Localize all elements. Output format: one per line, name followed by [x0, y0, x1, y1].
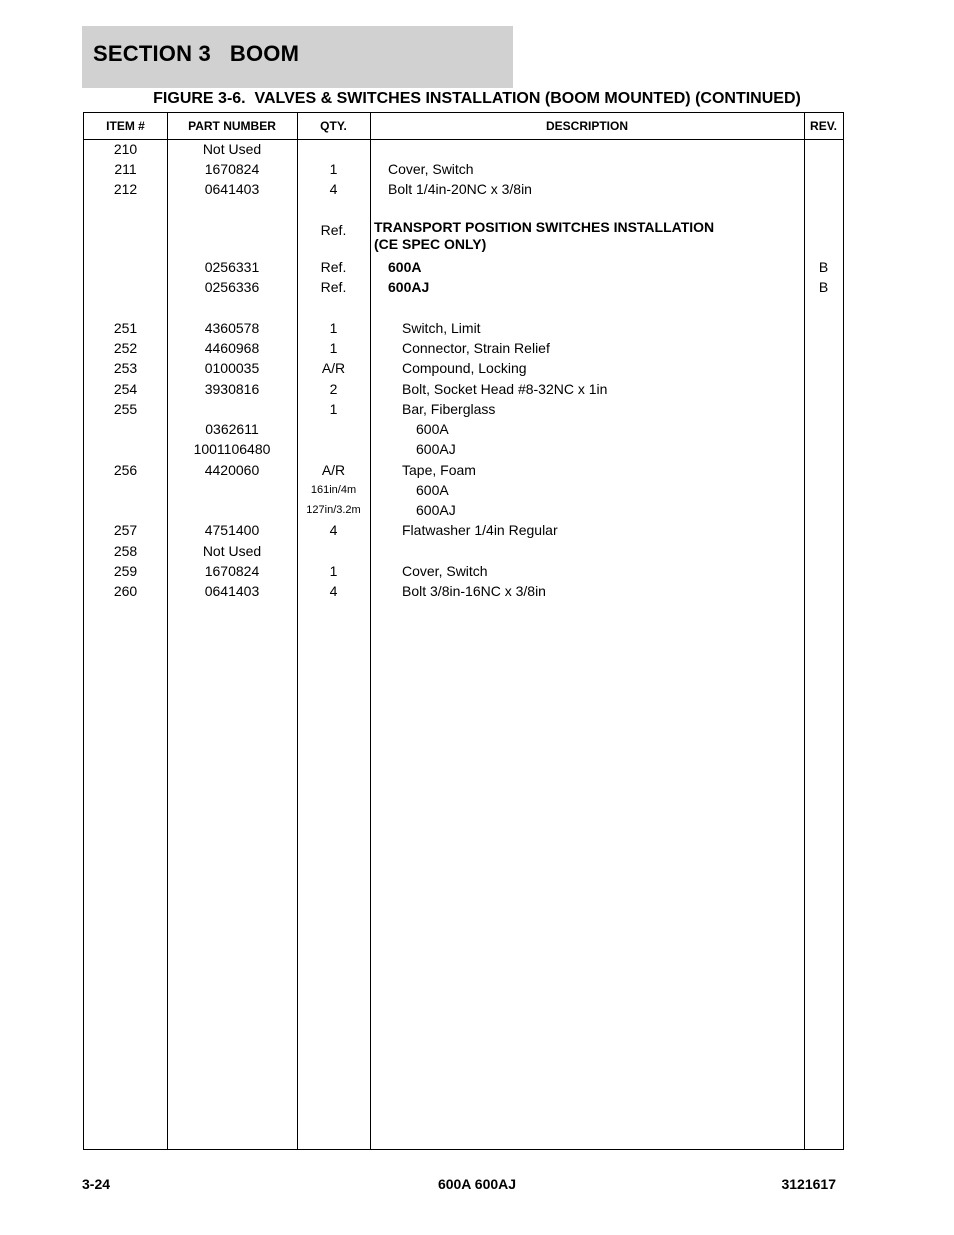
- table-row: [84, 439, 843, 459]
- description-cell: Tape, Foam: [402, 462, 476, 478]
- part-number-cell: 0641403: [204, 181, 260, 197]
- item-cell: 251: [113, 320, 138, 336]
- qty-cell: 1: [329, 340, 338, 356]
- qty-cell: A/R: [321, 462, 346, 478]
- figure-title: FIGURE 3-6. VALVES & SWITCHES INSTALLATION (BOOM MOUNTED) (CONTINUED): [153, 90, 801, 107]
- document-number: 3121617: [781, 1176, 836, 1192]
- qty-cell: 161in/4m: [310, 484, 357, 496]
- part-number-cell: Not Used: [202, 543, 262, 559]
- table-row: [84, 358, 843, 378]
- table-row: [84, 541, 843, 561]
- table-row: [84, 139, 843, 159]
- description-cell: 600AJ: [416, 502, 456, 518]
- part-number-cell: 1001106480: [193, 441, 271, 457]
- description-cell: 600AJ: [388, 279, 430, 295]
- item-cell: 254: [113, 381, 138, 397]
- description-cell: [370, 219, 808, 253]
- table-row: [84, 179, 843, 199]
- part-number-cell: 0641403: [204, 583, 260, 599]
- table-row: [84, 379, 843, 399]
- part-number-cell: 0256336: [204, 279, 260, 295]
- item-cell: 259: [113, 563, 138, 579]
- qty-cell: 1: [329, 563, 338, 579]
- qty-cell: 1: [329, 161, 338, 177]
- part-number-cell: 4460968: [204, 340, 260, 356]
- description-cell: Bolt, Socket Head #8-32NC x 1in: [402, 381, 608, 397]
- description-cell: Cover, Switch: [388, 161, 474, 177]
- part-number-cell: 0256331: [204, 259, 260, 275]
- qty-cell: Ref.: [320, 222, 347, 238]
- part-number-cell: 4751400: [204, 522, 260, 538]
- qty-cell: Ref.: [320, 259, 347, 275]
- item-cell: 258: [113, 543, 138, 559]
- assembly-title-line2: (CE SPEC ONLY): [374, 236, 487, 252]
- description-cell: 600A: [388, 259, 422, 275]
- table-row: [84, 581, 843, 601]
- description-cell: Switch, Limit: [402, 320, 481, 336]
- section-title: SECTION 3 BOOM: [93, 41, 300, 66]
- assembly-title-line1: TRANSPORT POSITION SWITCHES INSTALLATION: [374, 219, 715, 235]
- part-number-cell: 1670824: [204, 563, 260, 579]
- description-cell: Bolt 3/8in-16NC x 3/8in: [402, 583, 546, 599]
- part-number-cell: 4420060: [204, 462, 260, 478]
- item-cell: 253: [113, 360, 138, 376]
- table-row: [84, 220, 843, 256]
- qty-cell: 127in/3.2m: [306, 504, 361, 516]
- col-header-part-number: PART NUMBER: [188, 119, 276, 133]
- part-number-cell: 0100035: [204, 360, 260, 376]
- item-cell: 212: [113, 181, 138, 197]
- qty-cell: A/R: [321, 360, 346, 376]
- table-row: [84, 419, 843, 439]
- col-header-item: ITEM #: [106, 119, 145, 133]
- table-row: [84, 257, 843, 277]
- rev-cell: B: [818, 279, 829, 295]
- parts-table: [83, 112, 844, 1150]
- item-cell: 257: [113, 522, 138, 538]
- page-number: 3-24: [82, 1176, 111, 1192]
- footer-models: 600A 600AJ: [437, 1176, 517, 1192]
- qty-cell: Ref.: [320, 279, 347, 295]
- description-cell: 600AJ: [416, 441, 456, 457]
- table-row: [84, 399, 843, 419]
- qty-cell: 1: [329, 320, 338, 336]
- item-cell: 260: [113, 583, 138, 599]
- table-row: [84, 500, 843, 520]
- part-number-cell: 4360578: [204, 320, 260, 336]
- table-row: [84, 338, 843, 358]
- qty-cell: 2: [329, 381, 338, 397]
- item-cell: 255: [113, 401, 138, 417]
- item-cell: 256: [113, 462, 138, 478]
- description-cell: Cover, Switch: [402, 563, 488, 579]
- description-cell: 600A: [416, 421, 449, 437]
- qty-cell: 4: [329, 181, 338, 197]
- table-row: [84, 460, 843, 480]
- part-number-cell: Not Used: [202, 141, 262, 157]
- part-number-cell: 1670824: [204, 161, 260, 177]
- table-row: [84, 561, 843, 581]
- description-cell: Connector, Strain Relief: [402, 340, 550, 356]
- description-cell: Bar, Fiberglass: [402, 401, 496, 417]
- description-cell: 600A: [416, 482, 449, 498]
- description-cell: Bolt 1/4in-20NC x 3/8in: [388, 181, 532, 197]
- col-header-qty: QTY.: [320, 119, 347, 133]
- part-number-cell: 3930816: [204, 381, 260, 397]
- qty-cell: 4: [329, 522, 338, 538]
- table-row: [84, 480, 843, 500]
- part-number-cell: 0362611: [205, 421, 259, 437]
- col-header-rev: REV.: [810, 119, 837, 133]
- description-cell: Compound, Locking: [402, 360, 527, 376]
- item-cell: 211: [114, 161, 137, 177]
- rev-cell: B: [818, 259, 829, 275]
- qty-cell: 4: [329, 583, 338, 599]
- table-row: [84, 277, 843, 297]
- item-cell: 210: [113, 141, 138, 157]
- table-row: [84, 520, 843, 540]
- description-cell: Flatwasher 1/4in Regular: [402, 522, 558, 538]
- table-row: [84, 318, 843, 338]
- qty-cell: 1: [329, 401, 338, 417]
- table-row: [84, 159, 843, 179]
- item-cell: 252: [113, 340, 138, 356]
- col-header-description: DESCRIPTION: [545, 119, 628, 133]
